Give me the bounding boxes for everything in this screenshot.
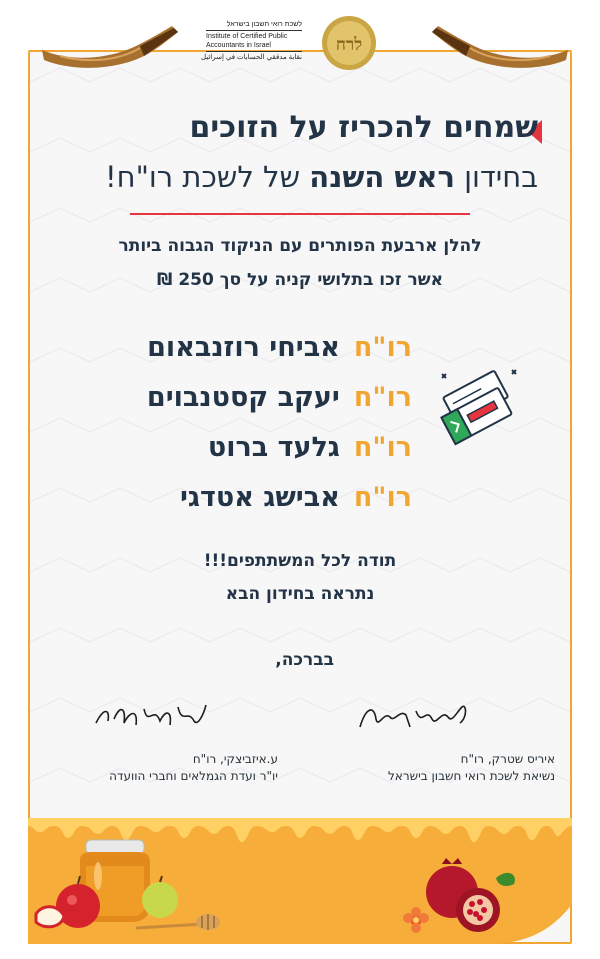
winner-item: [147, 382, 412, 432]
subtitle-part2: של לשכת רו"ח!: [105, 160, 310, 194]
winner-name: יעקב קסטנבוים: [146, 382, 340, 413]
regards-text: בברכה,: [275, 650, 334, 670]
logo-hebrew: לשכת רואי חשבון בישראל: [226, 21, 302, 28]
signer-1-name: איריס שטרק, רו"ח: [460, 752, 555, 766]
winner-name: גלעד ברוט: [207, 432, 340, 463]
winner-title: רו"ח: [353, 482, 412, 513]
page-subtitle: [105, 160, 538, 194]
subtitle-bold: ראש השנה: [309, 160, 455, 194]
see-you-text: נתראה בחידון הבא: [225, 584, 375, 604]
shofar-left-icon: [40, 22, 180, 72]
logo-english-2: Accountants in Israel: [206, 42, 271, 49]
thanks-text: תודה לכל המשתתפים!!!: [203, 551, 397, 571]
signer-1-role: נשיאת לשכת רואי חשבון בישראל: [387, 769, 555, 783]
shofar-right-icon: [430, 22, 570, 72]
honey-footer: [28, 818, 572, 944]
logo-english-1: Institute of Certified Public: [206, 33, 288, 40]
seal-text: לרח: [335, 35, 363, 55]
winner-item: [147, 482, 412, 532]
subtitle-part1: בחידון: [454, 160, 538, 194]
institute-logo: [200, 14, 378, 72]
winner-name: אביחי רוזנבאום: [147, 332, 340, 363]
winner-item: [147, 332, 412, 382]
divider-line: [130, 213, 470, 215]
winner-title: רו"ח: [353, 382, 412, 413]
seal-icon: [320, 14, 378, 72]
intro-line-2: אשר זכו בתלושי קניה על סך 250 ₪: [157, 270, 443, 290]
logo-arabic: نقابة مدققي الحسابات في إسرائيل: [200, 54, 302, 61]
logo-text: [200, 20, 316, 62]
winner-title: רו"ח: [353, 332, 412, 363]
winner-item: [147, 432, 412, 482]
signature-izbitski-icon: [90, 697, 210, 737]
signer-2-role: יו"ר ועדת הגמלאים וחברי הוועדה: [109, 769, 278, 783]
signature-iris-icon: [356, 697, 476, 737]
page-title: שמחים להכריז על הזוכים: [189, 110, 538, 145]
signer-2-name: ע.איזביצקי, רו"ח: [192, 752, 278, 766]
apple-slice-icon: [36, 907, 64, 927]
winners-list: [147, 332, 412, 532]
voucher-ticket-icon: [428, 362, 524, 446]
intro-line-1: להלן ארבעת הפותרים עם הניקוד הגבוה ביותר: [118, 236, 482, 256]
winner-title: רו"ח: [353, 432, 412, 463]
winner-name: אבישג אטדגי: [179, 482, 340, 513]
